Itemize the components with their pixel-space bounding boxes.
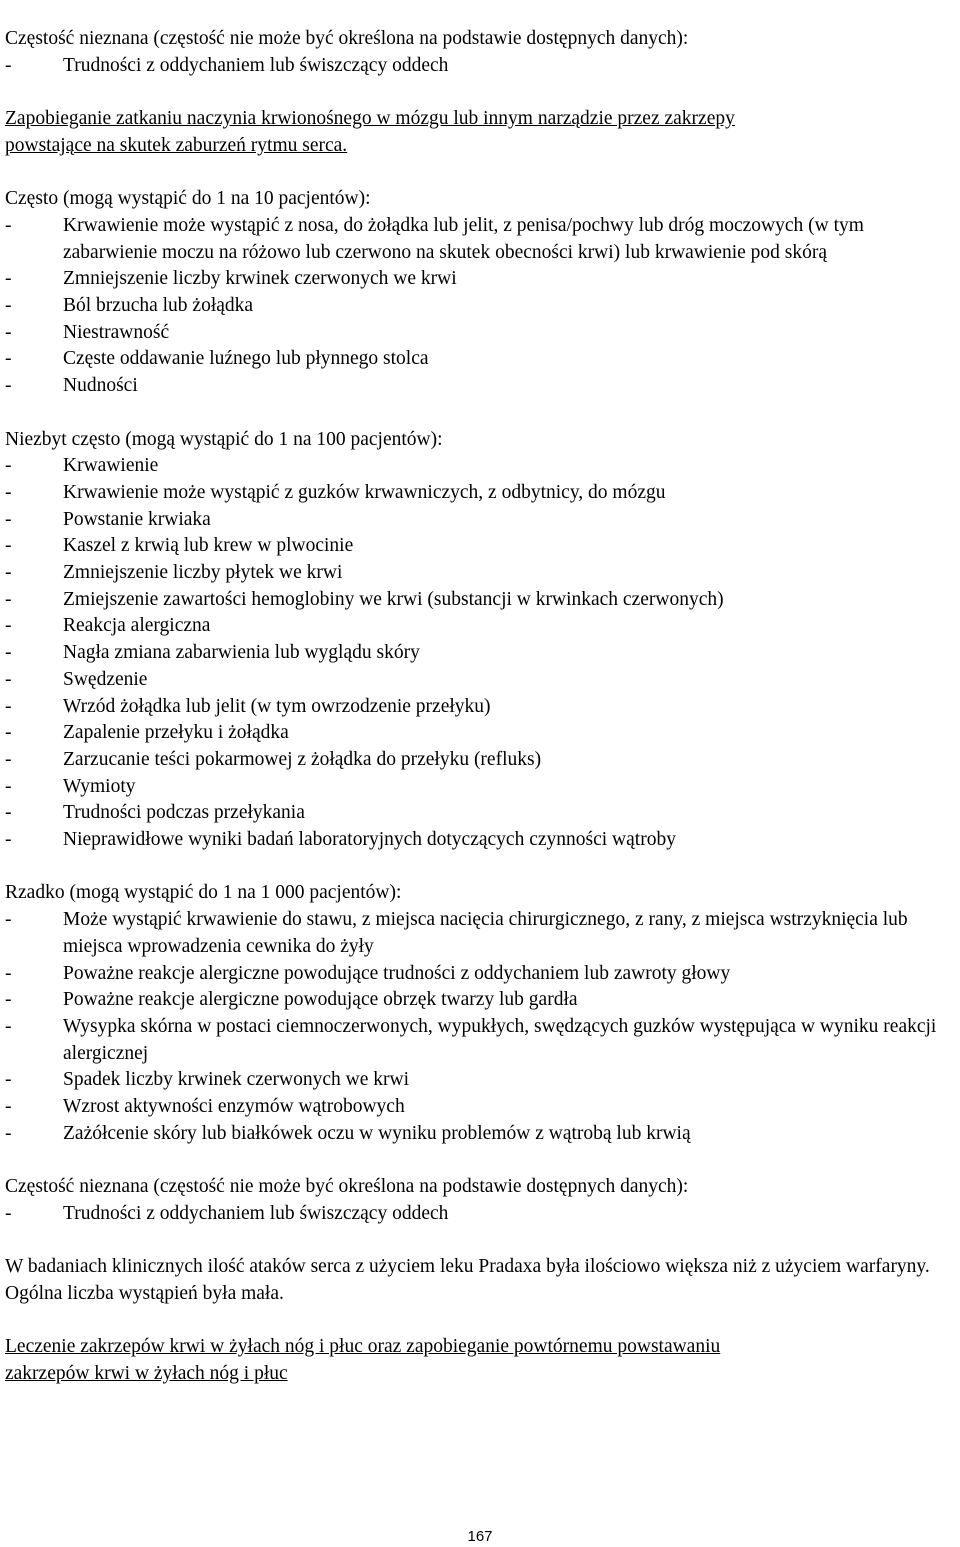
- list-item-text: Trudności podczas przełykania: [63, 802, 305, 824]
- list-item-text: Kaszel z krwią lub krew w plwocinie: [63, 535, 354, 557]
- list-marker: -: [5, 1202, 12, 1224]
- indication-heading-line: [5, 1334, 960, 1361]
- list-item: [5, 320, 960, 347]
- list-item-text: Zarzucanie teści pokarmowej z żołądka do przełyku (refluks): [63, 748, 542, 770]
- list-marker: -: [5, 321, 12, 343]
- list-item-text: Nieprawidłowe wyniki badań laboratoryjnych dotyczących czynności wątroby: [63, 829, 676, 851]
- list-item-text: Trudności z oddychaniem lub świszczący oddech: [63, 54, 449, 76]
- list-item: [5, 747, 960, 774]
- list-marker: -: [5, 615, 12, 637]
- list-item: [5, 1067, 960, 1094]
- list-item: [5, 694, 960, 721]
- list-marker: -: [5, 1096, 12, 1118]
- list-item: [5, 1121, 960, 1148]
- list-item: [5, 613, 960, 640]
- list-item: [5, 1201, 960, 1228]
- list-marker: -: [5, 268, 12, 290]
- list-item: [5, 907, 960, 960]
- indication-heading-link[interactable]: powstające na skutek zaburzeń rytmu serca.: [5, 134, 348, 156]
- list-item: [5, 1094, 960, 1121]
- section-s4: [5, 880, 960, 1147]
- list-item-text: Krwawienie może wystąpić z nosa, do żołądka lub jelit, z penisa/pochwy lub dróg moczowych (w tym zabarwienie moczu na różowo lub czerwono na skutek obecności krwi) lub krwawienie pod skórą: [63, 214, 864, 263]
- list-item-text: Nudności: [63, 375, 138, 397]
- list-item-text: Zapalenie przełyku i żołądka: [63, 722, 289, 744]
- list-marker: -: [5, 1069, 12, 1091]
- list-item: [5, 667, 960, 694]
- section-heading: Rzadko (mogą wystąpić do 1 na 1 000 pacjentów):: [5, 882, 402, 904]
- list-marker: -: [5, 295, 12, 316]
- section-s7: [5, 1334, 960, 1387]
- section-heading: Częstość nieznana (częstość nie może być określona na podstawie dostępnych danych):: [5, 28, 689, 49]
- list-item: [5, 53, 960, 80]
- section-heading: Częstość nieznana (częstość nie może być określona na podstawie dostępnych danych):: [5, 1176, 689, 1198]
- list-item-text: Krwawienie może wystąpić z guzków krwawniczych, z odbytnicy, do mózgu: [63, 481, 666, 503]
- indication-heading-line: [5, 1361, 960, 1388]
- list-marker: -: [5, 54, 12, 76]
- list-item: [5, 507, 960, 534]
- section-s2: [5, 186, 960, 400]
- list-marker: -: [5, 802, 12, 824]
- list-item: [5, 587, 960, 614]
- list-item-text: Zmiejszenie zawartości hemoglobiny we krwi (substancji w krwinkach czerwonych): [63, 588, 724, 610]
- list-item-text: Zmniejszenie liczby krwinek czerwonych we krwi: [63, 268, 457, 290]
- list-marker: -: [5, 775, 12, 797]
- list-marker: -: [5, 508, 12, 530]
- section-s3: [5, 427, 960, 854]
- list-item: [5, 293, 960, 320]
- list-item: [5, 961, 960, 988]
- section-s0: [5, 26, 960, 79]
- list-item-text: Poważne reakcje alergiczne powodujące obrzęk twarzy lub gardła: [63, 989, 578, 1011]
- list-item-text: Niestrawność: [63, 321, 170, 343]
- list-item-text: Trudności z oddychaniem lub świszczący oddech: [63, 1202, 449, 1224]
- list-item: [5, 560, 960, 587]
- section-heading: Niezbyt często (mogą wystąpić do 1 na 100 pacjentów):: [5, 428, 443, 450]
- list-item-text: Wrzód żołądka lub jelit (w tym owrzodzenie przełyku): [63, 695, 491, 717]
- list-marker: -: [5, 989, 12, 1011]
- list-marker: -: [5, 588, 12, 610]
- list-item-text: Zmniejszenie liczby płytek we krwi: [63, 562, 343, 584]
- list-marker: -: [5, 668, 12, 690]
- list-marker: -: [5, 348, 12, 370]
- list-marker: -: [5, 535, 12, 557]
- list-marker: -: [5, 695, 12, 717]
- list-item: [5, 213, 960, 266]
- section-heading: Często (mogą wystąpić do 1 na 10 pacjentów):: [5, 188, 371, 210]
- indication-heading-line: [5, 133, 960, 160]
- page-number: 167: [467, 1528, 493, 1545]
- list-item-text: Poważne reakcje alergiczne powodujące trudności z oddychaniem lub zawroty głowy: [63, 962, 731, 984]
- indication-heading-link[interactable]: Zapobieganie zatkaniu naczynia krwionośnego w mózgu lub innym narządzie przez zakrzepy: [5, 108, 735, 130]
- section-s1: [5, 106, 960, 159]
- list-item: [5, 640, 960, 667]
- section-s5: [5, 1174, 960, 1227]
- indication-heading-line: [5, 106, 960, 133]
- list-item-text: Powstanie krwiaka: [63, 508, 211, 530]
- list-item: [5, 533, 960, 560]
- list-item-text: Wzrost aktywności enzymów wątrobowych: [63, 1096, 405, 1118]
- body-paragraph: W badaniach klinicznych ilość ataków serca z użyciem leku Pradaxa była ilościowo większa niż z użyciem warfaryny. Ogólna liczba wystąpień była mała.: [5, 1256, 930, 1304]
- list-marker: -: [5, 375, 12, 397]
- list-item-text: Swędzenie: [63, 668, 148, 690]
- list-marker: -: [5, 214, 12, 236]
- list-marker: -: [5, 909, 12, 931]
- list-item: [5, 800, 960, 827]
- list-item: [5, 827, 960, 854]
- list-item: [5, 346, 960, 373]
- list-item-text: Zażółcenie skóry lub białkówek oczu w wyniku problemów z wątrobą lub krwią: [63, 1122, 691, 1144]
- list-marker: -: [5, 829, 12, 851]
- list-item: [5, 266, 960, 293]
- section-s6: [5, 1254, 960, 1307]
- list-item-text: Krwawienie: [63, 455, 159, 477]
- list-item-text: Nagła zmiana zabarwienia lub wyglądu skóry: [63, 642, 420, 664]
- list-marker: -: [5, 642, 12, 664]
- list-item: [5, 987, 960, 1014]
- list-item: [5, 373, 960, 400]
- list-item-text: Wysypka skórna w postaci ciemnoczerwonych, wypukłych, swędzących guzków występująca w wyniku reakcji alergicznej: [63, 1015, 937, 1064]
- list-item: [5, 1014, 960, 1067]
- indication-heading-link[interactable]: Leczenie zakrzepów krwi w żyłach nóg i płuc oraz zapobieganie powtórnemu powstawaniu: [5, 1336, 721, 1358]
- list-marker: -: [5, 562, 12, 584]
- indication-heading-link[interactable]: zakrzepów krwi w żyłach nóg i płuc: [5, 1363, 288, 1385]
- list-marker: -: [5, 455, 12, 477]
- list-item-text: Częste oddawanie luźnego lub płynnego stolca: [63, 348, 429, 370]
- list-item: [5, 453, 960, 480]
- list-item-text: Spadek liczby krwinek czerwonych we krwi: [63, 1069, 410, 1091]
- list-marker: -: [5, 962, 12, 984]
- list-item: [5, 480, 960, 507]
- list-marker: -: [5, 1122, 12, 1144]
- list-item-text: Wymioty: [63, 775, 136, 797]
- list-marker: -: [5, 1015, 12, 1037]
- list-item: [5, 774, 960, 801]
- list-item-text: Reakcja alergiczna: [63, 615, 211, 637]
- list-item-text: Może wystąpić krwawienie do stawu, z miejsca nacięcia chirurgicznego, z rany, z miejsca wstrzyknięcia lub miejsca wprowadzenia cewnika do żyły: [63, 909, 908, 957]
- list-marker: -: [5, 722, 12, 744]
- list-marker: -: [5, 748, 12, 770]
- list-item-text: Ból brzucha lub żołądka: [63, 295, 254, 316]
- list-item: [5, 720, 960, 747]
- list-marker: -: [5, 481, 12, 503]
- document-page: [5, 26, 960, 1414]
